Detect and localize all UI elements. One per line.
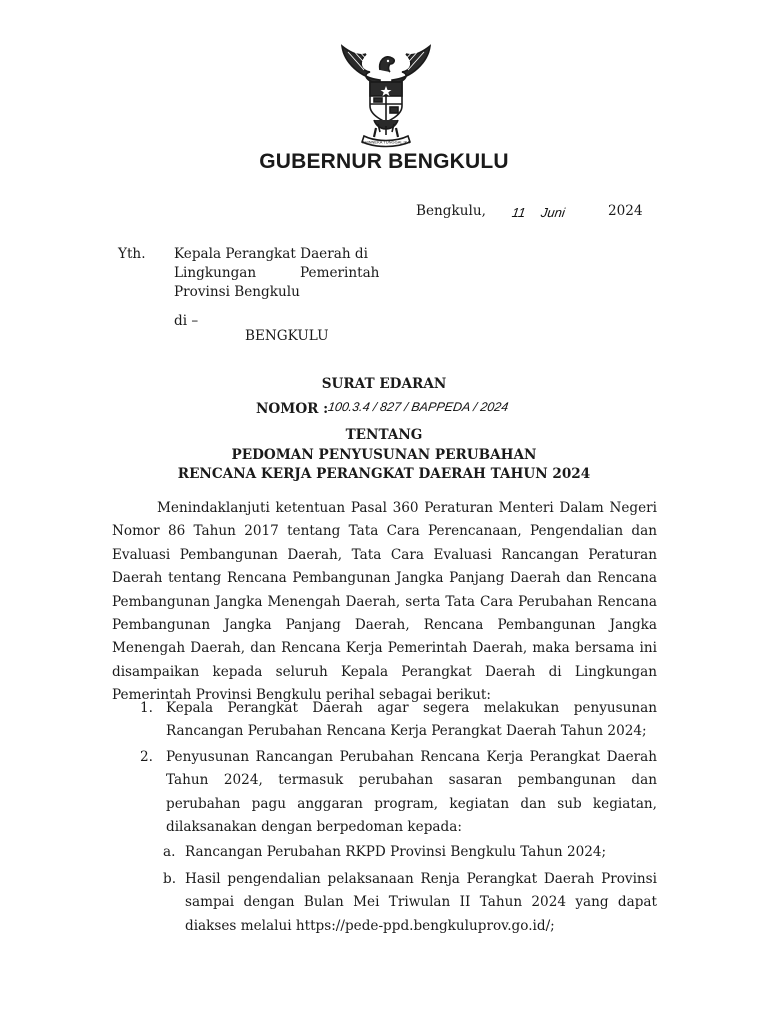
item-2-line: perubahan pagu anggaran program, kegiatan dan sub kegiatan,: [166, 795, 657, 812]
circular-subject-1: PEDOMAN PENYUSUNAN PERUBAHAN: [231, 447, 537, 463]
item-1-line: Kepala Perangkat Daerah agar segera melakukan penyusunan: [166, 700, 657, 716]
addressee-line-1: Kepala Perangkat Daerah di: [174, 246, 368, 262]
subitem-b-letter: b.: [163, 871, 177, 887]
addressee-at: di –: [174, 313, 199, 329]
subitem-a-letter: a.: [163, 844, 176, 860]
garuda-emblem: [330, 40, 442, 152]
intro-paragraph: [112, 497, 657, 708]
intro-line: Daerah tentang Rencana Pembangunan Jangka Panjang Daerah dan Rencana: [112, 570, 657, 587]
item-2-text: [166, 746, 657, 840]
intro-line: Pembangunan Jangka Panjang Daerah, Rencana Pembangunan Jangka: [112, 616, 657, 633]
intro-line: Nomor 86 Tahun 2017 tentang Tata Cara Perencanaan, Pengendalian dan: [112, 523, 657, 540]
intro-line: Menindaklanjuti ketentuan Pasal 360 Peraturan Menteri Dalam Negeri: [157, 500, 657, 516]
addressee-label: Yth.: [118, 246, 146, 262]
subitem-b-line: Hasil pengendalian pelaksanaan Renja Perangkat Daerah Provinsi: [185, 871, 657, 887]
circular-title: SURAT EDARAN: [321, 376, 447, 392]
addressee-line-3: Provinsi Bengkulu: [174, 284, 300, 300]
subitem-b-line: diakses melalui https://pede-ppd.bengkuluprov.go.id/;: [185, 917, 555, 934]
item-2-line: Tahun 2024, termasuk perubahan sasaran pembangunan dan: [166, 772, 657, 789]
intro-line: disampaikan kepada seluruh Kepala Perangkat Daerah di Lingkungan: [112, 663, 657, 680]
addressee-line-2a: Lingkungan: [174, 265, 257, 281]
intro-line: Pembangunan Jangka Menengah Daerah, serta Tata Cara Perubahan Rencana: [112, 593, 657, 610]
letterhead-title: GUBERNUR BENGKULU: [259, 150, 509, 173]
circular-about: TENTANG: [345, 427, 423, 443]
emblem-motto: BHINNEKA TUNGGAL IKA: [361, 139, 411, 145]
subitem-a-text: Rancangan Perubahan RKPD Provinsi Bengkulu Tahun 2024;: [185, 844, 607, 860]
item-2-number: 2.: [140, 749, 153, 765]
circular-subject-2: RENCANA KERJA PERANGKAT DAERAH TAHUN 2024: [177, 466, 591, 482]
date-day: 11: [510, 205, 527, 220]
intro-line: Menengah Daerah, dan Rencana Kerja Pemerintah Daerah, maka bersama ini: [112, 640, 657, 657]
addressee-city: BENGKULU: [245, 328, 329, 344]
subitem-b-text: [185, 868, 657, 938]
addressee-line-2b: Pemerintah: [300, 265, 380, 281]
subitem-b-line: sampai dengan Bulan Mei Triwulan II Tahun 2024 yang dapat: [185, 894, 657, 911]
item-1-text: [166, 697, 657, 744]
circular-number-label: NOMOR :: [256, 401, 329, 417]
item-2-line: Penyusunan Rancangan Perubahan Rencana Kerja Perangkat Daerah: [166, 749, 657, 765]
item-2-line: dilaksanakan dengan berpedoman kepada:: [166, 819, 462, 836]
circular-number: 100.3.4 / 827 / BAPPEDA / 2024: [327, 400, 510, 414]
intro-line: Pemerintah Provinsi Bengkulu perihal sebagai berikut:: [112, 687, 491, 704]
intro-line: Evaluasi Pembangunan Daerah, Tata Cara Evaluasi Rancangan Peraturan: [112, 546, 657, 563]
item-1-number: 1.: [140, 700, 153, 716]
date-month: Juni: [539, 205, 566, 220]
date-place: Bengkulu,: [416, 203, 486, 219]
item-1-line: Rancangan Perubahan Rencana Kerja Perangkat Daerah Tahun 2024;: [166, 723, 647, 740]
date-year: 2024: [608, 203, 643, 219]
